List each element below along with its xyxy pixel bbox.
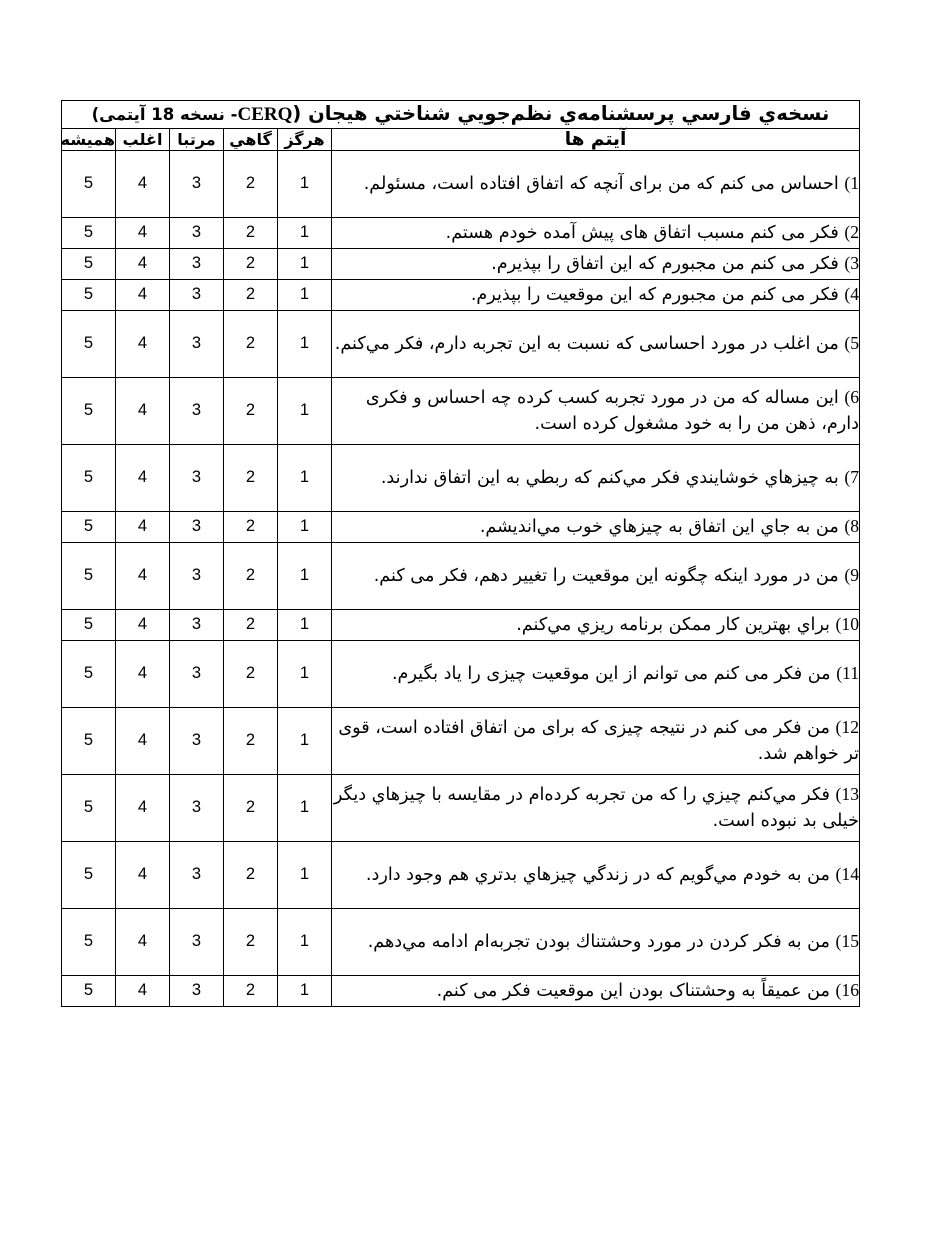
rating-option-sometimes[interactable]: 2 <box>224 609 278 640</box>
item-text-cell <box>332 310 860 377</box>
rating-option-sometimes[interactable]: 2 <box>224 542 278 609</box>
rating-option-sometimes[interactable]: 2 <box>224 279 278 310</box>
table-row <box>61 248 859 279</box>
table-row <box>61 542 859 609</box>
item-text: فکر می کنم مسبب اتفاق های پیش آمده خودم هستم. <box>445 222 839 243</box>
rating-option-regularly[interactable]: 3 <box>170 279 224 310</box>
rating-option-always[interactable]: 5 <box>61 841 115 908</box>
item-text-cell <box>332 248 860 279</box>
rating-option-often[interactable]: 4 <box>116 444 170 511</box>
table-row <box>61 975 859 1006</box>
rating-option-sometimes[interactable]: 2 <box>224 774 278 841</box>
item-text: من به جاي این اتفاق به چیزهاي خوب مي‌انديشم. <box>479 516 839 537</box>
rating-option-often[interactable]: 4 <box>116 248 170 279</box>
rating-option-never[interactable]: 1 <box>278 511 332 542</box>
table-row <box>61 279 859 310</box>
table-row <box>61 310 859 377</box>
rating-option-always[interactable]: 5 <box>61 707 115 774</box>
rating-option-sometimes[interactable]: 2 <box>224 975 278 1006</box>
item-text: من به فکر کردن در مورد وحشتناك بودن تجربه‌ام ادامه مي‌دهم. <box>367 931 830 952</box>
rating-option-never[interactable]: 1 <box>278 279 332 310</box>
item-text-cell <box>332 774 860 841</box>
rating-option-regularly[interactable]: 3 <box>170 248 224 279</box>
rating-option-never[interactable]: 1 <box>278 975 332 1006</box>
rating-option-regularly[interactable]: 3 <box>170 150 224 217</box>
item-number: 2) <box>844 221 859 242</box>
table-row <box>61 609 859 640</box>
rating-option-often[interactable]: 4 <box>116 511 170 542</box>
rating-option-regularly[interactable]: 3 <box>170 841 224 908</box>
rating-option-regularly[interactable]: 3 <box>170 609 224 640</box>
rating-option-never[interactable]: 1 <box>278 377 332 444</box>
rating-option-sometimes[interactable]: 2 <box>224 444 278 511</box>
rating-option-regularly[interactable]: 3 <box>170 217 224 248</box>
item-text-cell <box>332 707 860 774</box>
item-text: فکر مي‌كنم چیزي را که من تجربه کرده‌ام در مقایسه با چیزهاي دیگر خیلی بد نبوده است. <box>333 784 859 832</box>
item-text-cell <box>332 609 860 640</box>
item-text-cell <box>332 444 860 511</box>
item-text: احساس می کنم که من برای آنچه که اتفاق افتاده است، مسئولم. <box>363 173 839 194</box>
rating-option-never[interactable]: 1 <box>278 248 332 279</box>
rating-option-never[interactable]: 1 <box>278 908 332 975</box>
rating-option-regularly[interactable]: 3 <box>170 774 224 841</box>
table-row <box>61 774 859 841</box>
item-text-cell <box>332 377 860 444</box>
item-text-cell <box>332 150 860 217</box>
column-header-always: هميشه <box>60 129 115 149</box>
rating-option-never[interactable]: 1 <box>278 774 332 841</box>
item-text: من فکر می کنم می توانم از این موقعیت چیزی را یاد بگیرم. <box>391 663 831 684</box>
rating-option-always[interactable]: 5 <box>61 908 115 975</box>
item-number: 13) <box>835 783 859 804</box>
header-row <box>61 128 859 150</box>
item-number: 1) <box>844 172 859 193</box>
table-row <box>61 377 859 444</box>
rating-option-often[interactable]: 4 <box>116 310 170 377</box>
rating-option-regularly[interactable]: 3 <box>170 707 224 774</box>
rating-option-always[interactable]: 5 <box>61 444 115 511</box>
item-number: 7) <box>844 466 859 487</box>
rating-option-sometimes[interactable]: 2 <box>224 217 278 248</box>
column-header-often: اغلب <box>116 128 170 150</box>
table-row <box>61 841 859 908</box>
rating-option-always[interactable]: 5 <box>61 377 115 444</box>
item-text-cell <box>332 975 860 1006</box>
item-number: 15) <box>835 930 859 951</box>
rating-option-often[interactable]: 4 <box>116 908 170 975</box>
rating-option-often[interactable]: 4 <box>116 150 170 217</box>
rating-option-regularly[interactable]: 3 <box>170 542 224 609</box>
rating-option-sometimes[interactable]: 2 <box>224 150 278 217</box>
rating-option-regularly[interactable]: 3 <box>170 444 224 511</box>
rating-option-never[interactable]: 1 <box>278 609 332 640</box>
item-text-cell <box>332 217 860 248</box>
item-text: من فکر می کنم در نتیجه چیزی که برای من اتفاق افتاده است، قوی تر خواهم شد. <box>338 717 859 765</box>
rating-option-regularly[interactable]: 3 <box>170 377 224 444</box>
item-number: 11) <box>836 662 859 683</box>
item-text: براي بهترین کار ممکن برنامه ریزي مي‌كنم. <box>516 614 830 635</box>
column-header-regularly: مرتبا <box>170 128 224 150</box>
rating-option-never[interactable]: 1 <box>278 542 332 609</box>
rating-option-sometimes[interactable]: 2 <box>224 511 278 542</box>
item-text: من اغلب در مورد احساسی که نسبت به این تجربه دارم، فکر مي‌كنم. <box>334 333 839 354</box>
rating-option-never[interactable]: 1 <box>278 150 332 217</box>
title-text-before: نسخه‌ي فارسي پرسشنامه‌ي نظم‌جويي شناختي هيجان ( <box>292 102 830 125</box>
column-header-items: آيتم ها <box>332 128 860 150</box>
rating-option-sometimes[interactable]: 2 <box>224 908 278 975</box>
item-number: 12) <box>835 716 859 737</box>
rating-option-sometimes[interactable]: 2 <box>224 310 278 377</box>
item-number: 10) <box>835 613 859 634</box>
item-number: 16) <box>835 979 859 1000</box>
rating-option-sometimes[interactable]: 2 <box>224 841 278 908</box>
item-text: من در مورد اینکه چگونه این موقعیت را تغییر دهم، فکر می کنم. <box>373 565 839 586</box>
rating-option-never[interactable]: 1 <box>278 841 332 908</box>
rating-option-often[interactable]: 4 <box>116 640 170 707</box>
column-header-sometimes: گاهي <box>224 128 278 150</box>
rating-option-sometimes[interactable]: 2 <box>224 707 278 774</box>
rating-option-always[interactable]: 5 <box>61 150 115 217</box>
rating-option-regularly[interactable]: 3 <box>170 310 224 377</box>
questionnaire-sheet <box>62 100 860 1007</box>
rating-option-often[interactable]: 4 <box>116 217 170 248</box>
item-text-cell <box>332 542 860 609</box>
item-text: به چیزهاي خوشایندي فکر مي‌كنم که ربطي به این اتفاق ندارند. <box>380 467 839 488</box>
rating-option-always[interactable]: 5 <box>61 310 115 377</box>
item-text: فکر می کنم من مجبورم که این موقعیت را بپذیرم. <box>470 284 839 305</box>
rating-option-often[interactable]: 4 <box>116 841 170 908</box>
item-number: 6) <box>844 386 859 407</box>
rating-option-regularly[interactable]: 3 <box>170 975 224 1006</box>
table-row <box>61 217 859 248</box>
rating-option-often[interactable]: 4 <box>116 609 170 640</box>
rating-option-always[interactable]: 5 <box>61 217 115 248</box>
rating-option-always[interactable]: 5 <box>61 511 115 542</box>
table-row <box>61 444 859 511</box>
item-number: 5) <box>844 332 859 353</box>
questionnaire-title <box>61 101 859 129</box>
item-number: 3) <box>844 252 859 273</box>
rating-option-sometimes[interactable]: 2 <box>224 377 278 444</box>
rating-option-never[interactable]: 1 <box>278 707 332 774</box>
rating-option-often[interactable]: 4 <box>116 542 170 609</box>
item-text: فکر می کنم من مجبورم که این اتفاق را بپذیرم. <box>491 253 839 274</box>
item-text-cell <box>332 640 860 707</box>
rating-option-regularly[interactable]: 3 <box>170 640 224 707</box>
rating-option-often[interactable]: 4 <box>116 774 170 841</box>
title-latin-acronym: CERQ <box>237 104 293 125</box>
rating-option-always[interactable]: 5 <box>61 279 115 310</box>
rating-option-often[interactable]: 4 <box>116 707 170 774</box>
title-text-after: - نسخه 18 آيتمى) <box>91 105 238 124</box>
rating-option-never[interactable]: 1 <box>278 310 332 377</box>
title-row <box>61 101 859 129</box>
item-text-cell <box>332 841 860 908</box>
rating-option-never[interactable]: 1 <box>278 217 332 248</box>
rating-option-always[interactable]: 5 <box>61 774 115 841</box>
table-row <box>61 150 859 217</box>
item-text-cell <box>332 908 860 975</box>
rating-option-always[interactable]: 5 <box>61 248 115 279</box>
table-row <box>61 511 859 542</box>
column-header-never: هرگز <box>278 128 332 150</box>
rating-option-always[interactable]: 5 <box>61 640 115 707</box>
item-number: 14) <box>835 863 859 884</box>
rating-option-sometimes[interactable]: 2 <box>224 248 278 279</box>
table-row <box>61 908 859 975</box>
item-text: من به خودم مي‌گويم که در زندگي چیزهاي بدتري هم وجود دارد. <box>365 864 830 885</box>
rating-option-never[interactable]: 1 <box>278 444 332 511</box>
item-text: این مساله که من در مورد تجربه کسب کرده چه احساس و فکری دارم، ذهن من را به خود مشغول کرده است. <box>365 387 859 435</box>
item-number: 4) <box>844 283 859 304</box>
rating-option-often[interactable]: 4 <box>116 377 170 444</box>
rating-option-often[interactable]: 4 <box>116 279 170 310</box>
rating-option-regularly[interactable]: 3 <box>170 908 224 975</box>
cerq-questionnaire-table <box>61 100 860 1007</box>
item-number: 8) <box>844 515 859 536</box>
rating-option-always[interactable]: 5 <box>61 609 115 640</box>
rating-option-always[interactable]: 5 <box>61 975 115 1006</box>
rating-option-sometimes[interactable]: 2 <box>224 640 278 707</box>
rating-option-never[interactable]: 1 <box>278 640 332 707</box>
rating-option-regularly[interactable]: 3 <box>170 511 224 542</box>
rating-option-often[interactable]: 4 <box>116 975 170 1006</box>
item-text: من عمیقاً به وحشتناک بودن این موقعیت فکر می کنم. <box>436 980 830 1001</box>
item-text-cell <box>332 279 860 310</box>
item-text-cell <box>332 511 860 542</box>
item-number: 9) <box>844 564 859 585</box>
rating-option-always[interactable]: 5 <box>61 542 115 609</box>
table-row <box>61 707 859 774</box>
table-row <box>61 640 859 707</box>
